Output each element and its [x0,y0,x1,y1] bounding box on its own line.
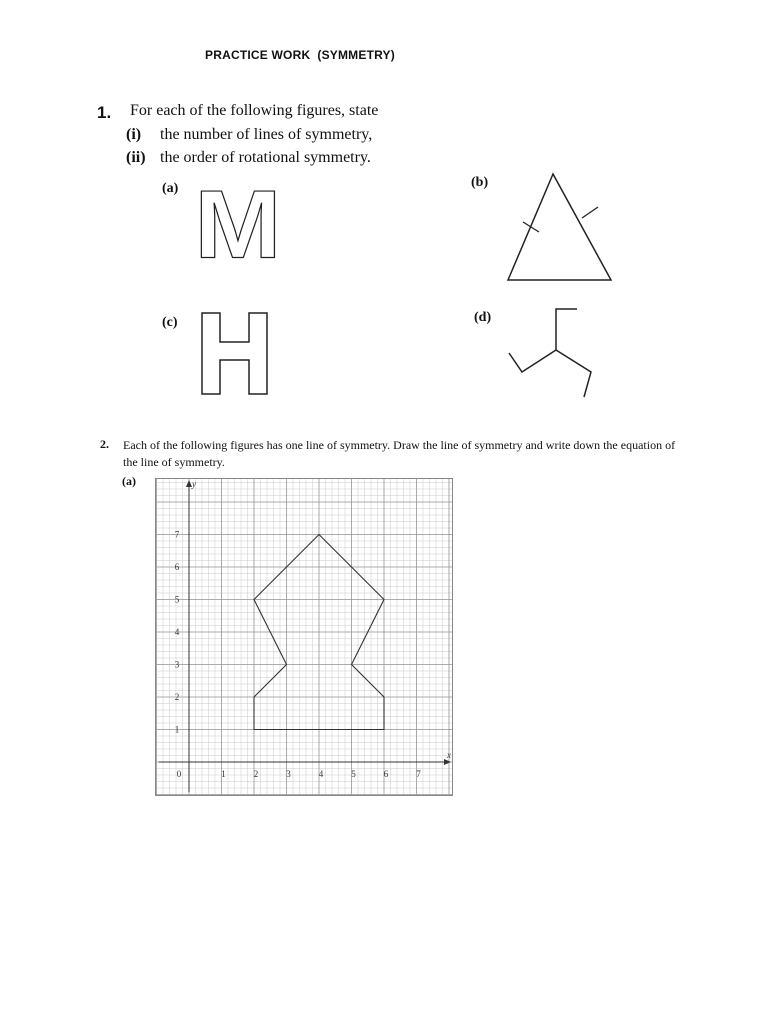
y-tick-label: 3 [174,659,180,670]
page-title: PRACTICE WORK (SYMMETRY) [205,48,395,62]
figure-c-letter-h [201,312,271,397]
origin-label: 0 [176,769,182,779]
figure-b-isosceles-triangle [505,170,615,282]
question-2-prompt: Each of the following figures has one line of symmetry. Draw the line of symmetry and write down the equation of the line of symmetry. [123,438,676,469]
coordinate-grid [155,478,453,796]
y-tick-label: 4 [174,627,180,637]
figure-a-letter-m [194,171,282,279]
major-grid-lines [155,478,453,796]
figure-b-label: (b) [471,175,489,190]
y-tick-label: 5 [174,594,180,605]
figure-d-three-arm-figure [505,303,605,403]
part-label: (ii) [126,149,146,166]
question-1-prompt: For each of the following figures, state [130,102,379,119]
x-tick-label: 6 [383,769,389,779]
question-1-part-i [126,126,372,144]
x-tick-label: 3 [286,769,291,779]
svg-text:M: M [194,171,282,279]
question-2-number: 2. [100,437,109,451]
question-1-part-ii [126,149,371,167]
y-axis-label: y [192,479,196,489]
minor-grid-lines [155,478,453,796]
figure-c-label: (c) [162,315,178,330]
figure-d-label: (d) [474,310,492,325]
x-tick-label: 4 [318,769,324,779]
x-tick-label: 2 [253,769,259,779]
axes [159,480,451,792]
tick-labels [175,479,451,779]
part-label: (i) [126,126,142,143]
x-tick-label: 7 [416,769,421,779]
figure-a-label: (a) [162,181,179,196]
part-text: the number of lines of symmetry, [160,126,373,143]
x-tick-label: 1 [221,769,226,779]
y-tick-label: 6 [174,562,180,572]
question-1-number: 1. [97,103,112,122]
question-2-part-a-label: (a) [122,474,136,488]
y-tick-label: 1 [174,724,180,735]
x-axis-label: x [447,750,451,760]
part-text: the order of rotational symmetry. [160,149,371,166]
y-tick-label: 2 [174,692,180,702]
x-tick-label: 5 [351,769,356,779]
y-tick-label: 7 [174,529,180,540]
